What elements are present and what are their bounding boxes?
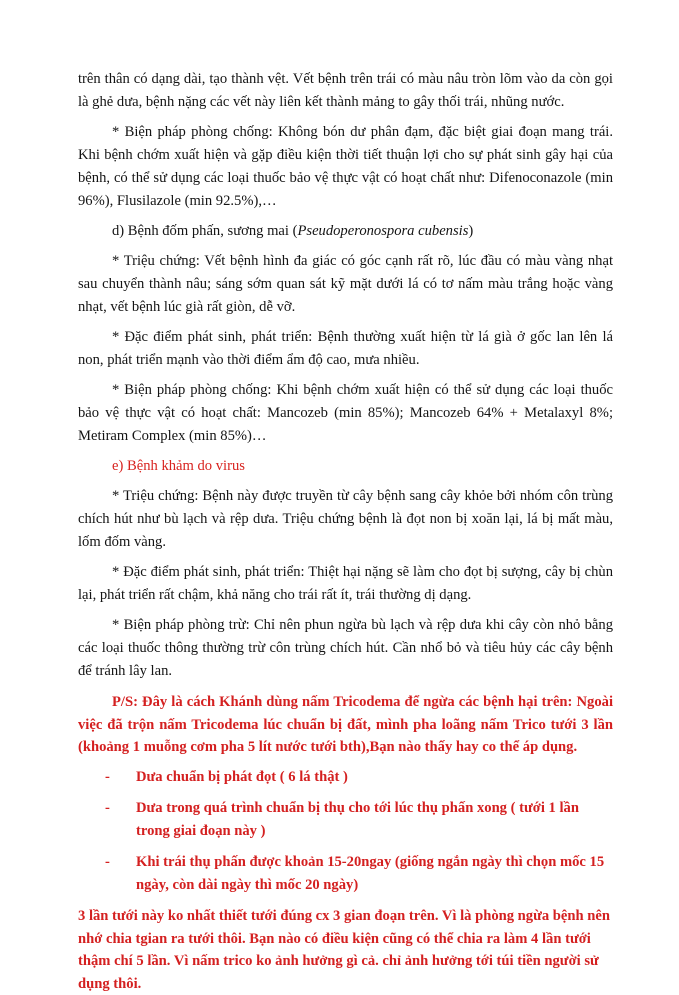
heading-downy-mildew [78, 220, 613, 243]
list-item-text: Khi trái thụ phấn được khoản 15-20ngay (giống ngắn ngày thì chọn mốc 15 ngày, còn dài ngày thì mốc 20 ngày) [136, 854, 605, 893]
paragraph-prevention-1: * Biện pháp phòng chống: Không bón dư phân đạm, đặc biệt giai đoạn mang trái. Khi bệnh chớm xuất hiện và gặp điều kiện thời tiết thuận lợi cho sự phát sinh gây hại của bệnh, có thể sử dụng các loại thuốc bảo vệ thực vật có hoạt chất như: Difenoconazole (min 96%), Flusilazole (min 92.5%),… [78, 124, 613, 209]
paragraph-symptoms-1: * Triệu chứng: Vết bệnh hình đa giác có góc cạnh rất rõ, lúc đầu có màu vàng nhạt sau chuyển thành nâu; sáng sớm quan sát kỹ mặt dưới lá có tơ nấm màu trắng hoặc vàng nhạt, vết bệnh lúc già rất giòn, dễ vỡ. [78, 253, 613, 315]
scientific-name: Pseudoperonospora cubensis [297, 223, 469, 239]
paragraph-symptoms-2: * Triệu chứng: Bệnh này được truyền từ cây bệnh sang cây khỏe bởi nhóm côn trùng chích hút như bù lạch và rệp dưa. Triệu chứng bệnh là đọt non bị xoăn lại, lá bị mất màu, lốm đốm vàng. [78, 488, 613, 550]
dash-bullet: - [105, 800, 110, 816]
paragraph-development-2: * Đặc điểm phát sinh, phát triển: Thiệt hại nặng sẽ làm cho đọt bị sượng, cây bị chùn lại, phát triển rất chậm, khả năng cho trái rất ít, trái thường dị dạng. [78, 564, 613, 603]
closing-note: 3 lần tưới này ko nhất thiết tưới đúng cx 3 gian đoạn trên. Vì là phòng ngừa bệnh nên nhớ chia tgian ra tưới thôi. Bạn nào có điều kiện cũng có thể chia ra làm 4 lần tưới thậm chí 5 lần. Vì nấm trico ko ảnh hưởng gì cả. chỉ ảnh hưởng tới túi tiền người sử dụng thôi. [78, 908, 610, 992]
dash-bullet: - [105, 768, 110, 785]
paragraph-disease-lesion: trên thân có dạng dài, tạo thành vệt. Vết bệnh trên trái có màu nâu tròn lõm vào da còn gọi là ghẻ dưa, bệnh nặng các vết này liên kết thành mảng to gây thối trái, nhũng nước. [78, 71, 613, 110]
paragraph-prevention-2: * Biện pháp phòng chống: Khi bệnh chớm xuất hiện có thể sử dụng các loại thuốc bảo vệ thực vật có hoạt chất: Mancozeb (min 85%); Mancozeb 64% + Metalaxyl 8%; Metiram Complex (min 85%)… [78, 382, 613, 444]
heading-downy-mildew-close: ) [468, 223, 474, 239]
watering-schedule-list [78, 766, 613, 897]
heading-downy-mildew-text: d) Bệnh đốm phấn, sương mai ( [112, 223, 298, 239]
list-item [105, 851, 613, 896]
list-item-text: Dưa chuẩn bị phát đọt ( 6 lá thật ) [136, 768, 348, 785]
ps-note: P/S: Đây là cách Khánh dùng nấm Tricodema để ngừa các bệnh hại trên: Ngoài việc đã trộn nấm Tricodema lúc chuẩn bị đất, mình pha loãng nấm Trico tưới 3 lần (khoảng 1 muỗng cơm pha 5 lít nước tưới bth),Bạn nào thấy hay co thể áp dụng. [78, 694, 613, 755]
list-item [105, 797, 613, 842]
paragraph-prevention-3: * Biện pháp phòng trừ: Chỉ nên phun ngừa bù lạch và rệp dưa khi cây còn nhỏ bằng các loại thuốc thông thường trừ côn trùng chích hút. Cần nhổ bỏ và tiêu hủy các cây bệnh để tránh lây lan. [78, 617, 613, 679]
list-item [105, 766, 613, 789]
paragraph-development-1: * Đặc điểm phát sinh, phát triển: Bệnh thường xuất hiện từ lá già ở gốc lan lên lá non, phát triển mạnh vào thời điểm ẩm độ cao, mưa nhiều. [78, 329, 613, 368]
list-item-text: Dưa trong quá trình chuẩn bị thụ cho tới lúc thụ phấn xong ( tưới 1 lần trong giai đoạn này ) [136, 800, 579, 839]
dash-bullet: - [105, 854, 110, 870]
heading-mosaic-virus: e) Bệnh khảm do virus [112, 458, 245, 474]
